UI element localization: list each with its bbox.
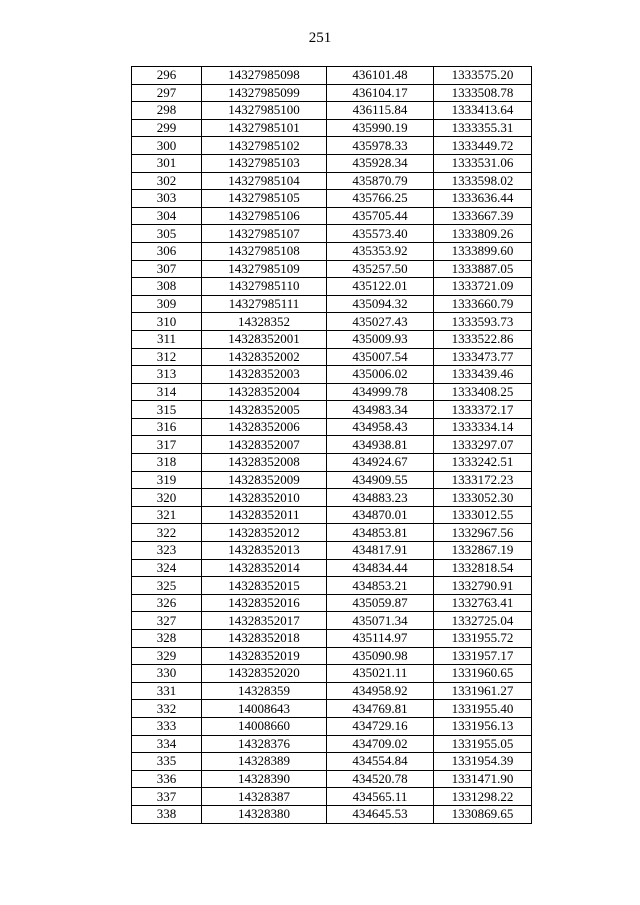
x-coordinate-cell: 435257.50 — [327, 260, 434, 278]
point-id-cell: 14328352002 — [202, 348, 327, 366]
row-number-cell: 299 — [132, 119, 202, 137]
page-number: 251 — [308, 30, 332, 46]
y-coordinate-cell: 1333593.73 — [434, 313, 532, 331]
row-number-cell: 296 — [132, 67, 202, 85]
table-row — [132, 137, 532, 155]
x-coordinate-cell: 435021.11 — [327, 665, 434, 683]
row-number-cell: 329 — [132, 647, 202, 665]
y-coordinate-cell: 1333660.79 — [434, 295, 532, 313]
point-id-cell: 14327985108 — [202, 242, 327, 260]
row-number-cell: 338 — [132, 805, 202, 823]
table-row — [132, 172, 532, 190]
table-row — [132, 735, 532, 753]
table-row — [132, 524, 532, 542]
x-coordinate-cell: 435006.02 — [327, 366, 434, 384]
table-row — [132, 207, 532, 225]
row-number-cell: 334 — [132, 735, 202, 753]
table-row — [132, 295, 532, 313]
table-row — [132, 489, 532, 507]
table-row — [132, 242, 532, 260]
point-id-cell: 14327985102 — [202, 137, 327, 155]
x-coordinate-cell: 435870.79 — [327, 172, 434, 190]
point-id-cell: 14327985107 — [202, 225, 327, 243]
table-row — [132, 190, 532, 208]
y-coordinate-cell: 1333522.86 — [434, 330, 532, 348]
point-id-cell: 14328352017 — [202, 612, 327, 630]
y-coordinate-cell: 1333721.09 — [434, 278, 532, 296]
y-coordinate-cell: 1331298.22 — [434, 788, 532, 806]
row-number-cell: 307 — [132, 260, 202, 278]
y-coordinate-cell: 1333667.39 — [434, 207, 532, 225]
row-number-cell: 328 — [132, 630, 202, 648]
point-id-cell: 14328352003 — [202, 366, 327, 384]
y-coordinate-cell: 1333172.23 — [434, 471, 532, 489]
point-id-cell: 14328352013 — [202, 542, 327, 560]
point-id-cell: 14328352006 — [202, 418, 327, 436]
point-id-cell: 14328352019 — [202, 647, 327, 665]
y-coordinate-cell: 1330869.65 — [434, 805, 532, 823]
y-coordinate-cell: 1332818.54 — [434, 559, 532, 577]
y-coordinate-cell: 1333899.60 — [434, 242, 532, 260]
x-coordinate-cell: 436115.84 — [327, 102, 434, 120]
row-number-cell: 331 — [132, 682, 202, 700]
x-coordinate-cell: 434909.55 — [327, 471, 434, 489]
point-id-cell: 14328352012 — [202, 524, 327, 542]
table-row — [132, 471, 532, 489]
x-coordinate-cell: 435990.19 — [327, 119, 434, 137]
row-number-cell: 298 — [132, 102, 202, 120]
x-coordinate-cell: 434853.21 — [327, 577, 434, 595]
point-id-cell: 14328352009 — [202, 471, 327, 489]
x-coordinate-cell: 434924.67 — [327, 454, 434, 472]
x-coordinate-cell: 434958.92 — [327, 682, 434, 700]
y-coordinate-cell: 1333887.05 — [434, 260, 532, 278]
x-coordinate-cell: 434938.81 — [327, 436, 434, 454]
row-number-cell: 315 — [132, 401, 202, 419]
point-id-cell: 14327985103 — [202, 154, 327, 172]
y-coordinate-cell: 1333408.25 — [434, 383, 532, 401]
x-coordinate-cell: 435122.01 — [327, 278, 434, 296]
row-number-cell: 326 — [132, 594, 202, 612]
point-id-cell: 14327985098 — [202, 67, 327, 85]
point-id-cell: 14328359 — [202, 682, 327, 700]
y-coordinate-cell: 1331960.65 — [434, 665, 532, 683]
x-coordinate-cell: 434853.81 — [327, 524, 434, 542]
table-row — [132, 700, 532, 718]
row-number-cell: 312 — [132, 348, 202, 366]
x-coordinate-cell: 435027.43 — [327, 313, 434, 331]
table-row — [132, 102, 532, 120]
table-row — [132, 454, 532, 472]
table-row — [132, 348, 532, 366]
x-coordinate-cell: 434645.53 — [327, 805, 434, 823]
point-id-cell: 14328390 — [202, 770, 327, 788]
table-row — [132, 418, 532, 436]
point-id-cell: 14328352011 — [202, 506, 327, 524]
point-id-cell: 14327985110 — [202, 278, 327, 296]
x-coordinate-cell: 435094.32 — [327, 295, 434, 313]
x-coordinate-cell: 434554.84 — [327, 753, 434, 771]
point-id-cell: 14328352 — [202, 313, 327, 331]
row-number-cell: 309 — [132, 295, 202, 313]
y-coordinate-cell: 1333372.17 — [434, 401, 532, 419]
x-coordinate-cell: 434520.78 — [327, 770, 434, 788]
x-coordinate-cell: 435353.92 — [327, 242, 434, 260]
x-coordinate-cell: 434870.01 — [327, 506, 434, 524]
table-row — [132, 84, 532, 102]
row-number-cell: 303 — [132, 190, 202, 208]
row-number-cell: 297 — [132, 84, 202, 102]
x-coordinate-cell: 434769.81 — [327, 700, 434, 718]
y-coordinate-cell: 1333242.51 — [434, 454, 532, 472]
point-id-cell: 14327985106 — [202, 207, 327, 225]
y-coordinate-cell: 1332763.41 — [434, 594, 532, 612]
row-number-cell: 304 — [132, 207, 202, 225]
point-id-cell: 14328387 — [202, 788, 327, 806]
point-id-cell: 14327985101 — [202, 119, 327, 137]
x-coordinate-cell: 434983.34 — [327, 401, 434, 419]
y-coordinate-cell: 1333052.30 — [434, 489, 532, 507]
point-id-cell: 14328352016 — [202, 594, 327, 612]
y-coordinate-cell: 1333413.64 — [434, 102, 532, 120]
x-coordinate-cell: 434883.23 — [327, 489, 434, 507]
row-number-cell: 317 — [132, 436, 202, 454]
point-id-cell: 14327985109 — [202, 260, 327, 278]
table-row — [132, 577, 532, 595]
table-row — [132, 770, 532, 788]
table-row — [132, 612, 532, 630]
table-row — [132, 805, 532, 823]
x-coordinate-cell: 434565.11 — [327, 788, 434, 806]
table-row — [132, 717, 532, 735]
row-number-cell: 313 — [132, 366, 202, 384]
row-number-cell: 302 — [132, 172, 202, 190]
point-id-cell: 14328352001 — [202, 330, 327, 348]
table-row — [132, 594, 532, 612]
y-coordinate-cell: 1332725.04 — [434, 612, 532, 630]
x-coordinate-cell: 436104.17 — [327, 84, 434, 102]
x-coordinate-cell: 435009.93 — [327, 330, 434, 348]
x-coordinate-cell: 434999.78 — [327, 383, 434, 401]
table-row — [132, 366, 532, 384]
table-row — [132, 682, 532, 700]
y-coordinate-cell: 1332867.19 — [434, 542, 532, 560]
table-body — [132, 67, 532, 824]
x-coordinate-cell: 434729.16 — [327, 717, 434, 735]
row-number-cell: 325 — [132, 577, 202, 595]
point-id-cell: 14327985105 — [202, 190, 327, 208]
table-row — [132, 753, 532, 771]
y-coordinate-cell: 1333334.14 — [434, 418, 532, 436]
y-coordinate-cell: 1333355.31 — [434, 119, 532, 137]
point-id-cell: 14327985099 — [202, 84, 327, 102]
x-coordinate-cell: 435978.33 — [327, 137, 434, 155]
y-coordinate-cell: 1332790.91 — [434, 577, 532, 595]
point-id-cell: 14328389 — [202, 753, 327, 771]
x-coordinate-cell: 435705.44 — [327, 207, 434, 225]
x-coordinate-cell: 435766.25 — [327, 190, 434, 208]
point-id-cell: 14327985100 — [202, 102, 327, 120]
y-coordinate-cell: 1333012.55 — [434, 506, 532, 524]
point-id-cell: 14008660 — [202, 717, 327, 735]
coordinates-table — [131, 66, 532, 824]
table-row — [132, 383, 532, 401]
x-coordinate-cell: 435928.34 — [327, 154, 434, 172]
y-coordinate-cell: 1333531.06 — [434, 154, 532, 172]
point-id-cell: 14328352008 — [202, 454, 327, 472]
y-coordinate-cell: 1331954.39 — [434, 753, 532, 771]
x-coordinate-cell: 436101.48 — [327, 67, 434, 85]
row-number-cell: 314 — [132, 383, 202, 401]
row-number-cell: 324 — [132, 559, 202, 577]
x-coordinate-cell: 434958.43 — [327, 418, 434, 436]
table-row — [132, 67, 532, 85]
table-row — [132, 630, 532, 648]
x-coordinate-cell: 434834.44 — [327, 559, 434, 577]
table-row — [132, 278, 532, 296]
row-number-cell: 300 — [132, 137, 202, 155]
row-number-cell: 335 — [132, 753, 202, 771]
y-coordinate-cell: 1333809.26 — [434, 225, 532, 243]
y-coordinate-cell: 1333598.02 — [434, 172, 532, 190]
x-coordinate-cell: 435090.98 — [327, 647, 434, 665]
point-id-cell: 14328352007 — [202, 436, 327, 454]
row-number-cell: 319 — [132, 471, 202, 489]
x-coordinate-cell: 435573.40 — [327, 225, 434, 243]
y-coordinate-cell: 1333473.77 — [434, 348, 532, 366]
table-row — [132, 154, 532, 172]
x-coordinate-cell: 435007.54 — [327, 348, 434, 366]
row-number-cell: 322 — [132, 524, 202, 542]
row-number-cell: 323 — [132, 542, 202, 560]
row-number-cell: 308 — [132, 278, 202, 296]
x-coordinate-cell: 435059.87 — [327, 594, 434, 612]
x-coordinate-cell: 434817.91 — [327, 542, 434, 560]
y-coordinate-cell: 1331471.90 — [434, 770, 532, 788]
row-number-cell: 330 — [132, 665, 202, 683]
row-number-cell: 305 — [132, 225, 202, 243]
row-number-cell: 316 — [132, 418, 202, 436]
y-coordinate-cell: 1333449.72 — [434, 137, 532, 155]
point-id-cell: 14328352014 — [202, 559, 327, 577]
table-row — [132, 436, 532, 454]
row-number-cell: 311 — [132, 330, 202, 348]
table-row — [132, 313, 532, 331]
table-row — [132, 260, 532, 278]
row-number-cell: 333 — [132, 717, 202, 735]
y-coordinate-cell: 1333439.46 — [434, 366, 532, 384]
y-coordinate-cell: 1333297.07 — [434, 436, 532, 454]
table-row — [132, 225, 532, 243]
point-id-cell: 14328352005 — [202, 401, 327, 419]
row-number-cell: 332 — [132, 700, 202, 718]
table-row — [132, 788, 532, 806]
point-id-cell: 14327985111 — [202, 295, 327, 313]
row-number-cell: 306 — [132, 242, 202, 260]
row-number-cell: 337 — [132, 788, 202, 806]
row-number-cell: 318 — [132, 454, 202, 472]
y-coordinate-cell: 1331955.40 — [434, 700, 532, 718]
y-coordinate-cell: 1333508.78 — [434, 84, 532, 102]
table-row — [132, 559, 532, 577]
x-coordinate-cell: 435114.97 — [327, 630, 434, 648]
point-id-cell: 14328352015 — [202, 577, 327, 595]
table-row — [132, 401, 532, 419]
point-id-cell: 14328380 — [202, 805, 327, 823]
point-id-cell: 14327985104 — [202, 172, 327, 190]
y-coordinate-cell: 1331955.72 — [434, 630, 532, 648]
table-row — [132, 542, 532, 560]
y-coordinate-cell: 1331956.13 — [434, 717, 532, 735]
y-coordinate-cell: 1331957.17 — [434, 647, 532, 665]
point-id-cell: 14328352020 — [202, 665, 327, 683]
y-coordinate-cell: 1331955.05 — [434, 735, 532, 753]
table-row — [132, 330, 532, 348]
y-coordinate-cell: 1331961.27 — [434, 682, 532, 700]
row-number-cell: 321 — [132, 506, 202, 524]
y-coordinate-cell: 1333636.44 — [434, 190, 532, 208]
x-coordinate-cell: 434709.02 — [327, 735, 434, 753]
point-id-cell: 14328352010 — [202, 489, 327, 507]
table-row — [132, 647, 532, 665]
row-number-cell: 320 — [132, 489, 202, 507]
y-coordinate-cell: 1332967.56 — [434, 524, 532, 542]
table-row — [132, 506, 532, 524]
row-number-cell: 336 — [132, 770, 202, 788]
row-number-cell: 327 — [132, 612, 202, 630]
x-coordinate-cell: 435071.34 — [327, 612, 434, 630]
row-number-cell: 310 — [132, 313, 202, 331]
table-row — [132, 665, 532, 683]
point-id-cell: 14008643 — [202, 700, 327, 718]
y-coordinate-cell: 1333575.20 — [434, 67, 532, 85]
point-id-cell: 14328352004 — [202, 383, 327, 401]
point-id-cell: 14328352018 — [202, 630, 327, 648]
table-row — [132, 119, 532, 137]
point-id-cell: 14328376 — [202, 735, 327, 753]
row-number-cell: 301 — [132, 154, 202, 172]
